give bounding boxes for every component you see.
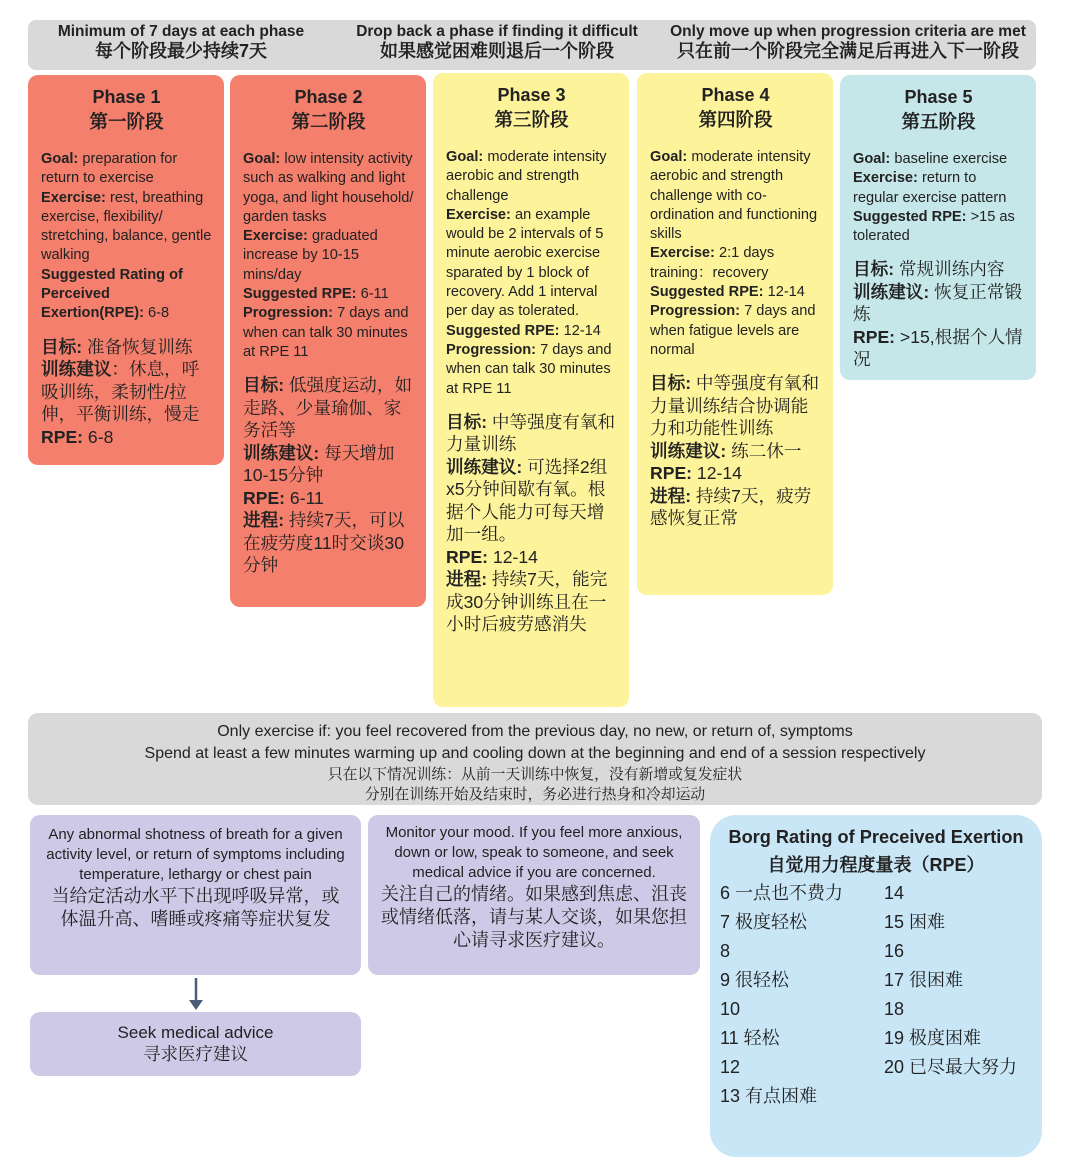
goal-text: baseline exercise [890, 151, 1008, 167]
seek-zh: 寻求医疗建议 [143, 1044, 248, 1064]
phase-zh-body [446, 411, 617, 636]
exercise-text-zh: 可选择2组x5分钟间歇有氧。根据个人能力可每天增加一组。 [446, 456, 608, 545]
phase-en-body [41, 150, 212, 324]
exercise-label: Exercise: [650, 245, 715, 262]
exercise-label-zh: 训练建议: [243, 442, 320, 463]
arrow-down-icon [184, 976, 208, 1012]
progression-text-zh: 持续7天，可以在疲劳度11时交谈30分钟 [243, 510, 405, 576]
rpe-label: Suggested RPE: [853, 208, 967, 225]
exercise-text-zh: 恢复正常锻炼 [853, 281, 1023, 325]
progression-text: 7 days and when can talk 30 minutes at RPE 11 [243, 305, 409, 360]
progression-label-zh: 进程: [243, 510, 285, 531]
goal-label-zh: 目标: [243, 375, 285, 396]
seek-medical-advice-box [30, 1012, 361, 1076]
rpe-text-zh: 6-11 [285, 487, 324, 508]
borg-scale-item: 8 [720, 941, 731, 961]
exercise-text-zh: 每天增加10-15分钟 [243, 442, 395, 486]
progression-label-zh: 进程: [650, 485, 692, 506]
exercise-text: graduated increase by 10-15 mins/day [243, 228, 378, 283]
phase-title-en: Phase 5 [904, 87, 973, 107]
rpe-label-zh: RPE: [446, 546, 489, 567]
goal-text-zh: 中等强度有氧和力量训练结合协调能力和功能性训练 [650, 373, 820, 439]
phase-1-box [28, 75, 224, 465]
guideline-en: Minimum of 7 days at each phase [57, 23, 305, 40]
borg-scale-item: 15 困难 [884, 912, 946, 932]
exercise-label: Exercise: [243, 228, 308, 245]
borg-scale-item: 16 [884, 941, 905, 961]
borg-scale-item: 6 一点也不费力 [720, 883, 844, 903]
goal-text: moderate intensity aerobic and strength challenge with co-ordination and functioning skills [650, 149, 818, 243]
rpe-text-zh: 12-14 [488, 546, 538, 567]
goal-text-zh: 准备恢复训练 [82, 336, 193, 357]
phase-2-box [230, 75, 426, 607]
borg-title-zh: 自觉用力程度量表（RPE） [767, 855, 985, 875]
phase-zh-body [243, 374, 414, 577]
rpe-label-zh: RPE: [853, 326, 896, 347]
guideline-minimum-days [51, 23, 311, 62]
mood-monitor-box [368, 815, 700, 975]
phase-title-zh: 第三阶段 [494, 109, 569, 130]
exercise-text: rest, breathing exercise, flexibility/ stretching, balance, gentle walking [41, 189, 212, 264]
goal-text-zh: 中等强度有氧和力量训练 [446, 411, 616, 455]
condition-zh-line: 分别在训练开始及结束时，务必进行热身和冷却运动 [364, 787, 706, 803]
mood-zh: 关注自己的情绪。如果感到焦虑、沮丧或情绪低落，请与某人交谈，如果您担心请寻求医疗建议。 [381, 884, 687, 950]
exercise-label: Exercise: [41, 189, 106, 206]
exercise-text-zh: ：休息，呼吸训练，柔韧性/拉伸，平衡训练，慢走 [41, 359, 200, 425]
phase-title-en: Phase 3 [497, 85, 566, 105]
borg-scale-item: 10 [720, 999, 741, 1019]
phase-en-body [853, 150, 1024, 246]
phase-en-body [650, 148, 821, 360]
rpe-text: >15 as tolerated [853, 208, 1015, 245]
goal-text: preparation for return to exercise [41, 151, 178, 187]
borg-scale-item: 12 [720, 1057, 741, 1077]
rpe-label-zh: RPE: [41, 426, 84, 447]
rpe-label-zh: RPE: [243, 487, 286, 508]
exercise-label: Exercise: [446, 206, 511, 223]
goal-label: Goal: [243, 151, 281, 167]
rpe-text: 12-14 [559, 322, 601, 339]
phase-zh-body [853, 258, 1024, 371]
progression-text: 7 days and when fatigue levels are normal [650, 303, 816, 358]
rpe-label: Suggested RPE: [446, 322, 560, 339]
phase-title-zh: 第四阶段 [698, 109, 773, 130]
rpe-text: 6-8 [143, 305, 170, 322]
goal-label-zh: 目标: [853, 259, 895, 280]
phase-en-body [446, 148, 617, 399]
rpe-label: Suggested Rating of Perceived Exertion(RPE): [41, 266, 183, 322]
borg-scale-item: 13 有点困难 [720, 1086, 818, 1106]
phase-4-box [637, 73, 833, 595]
phase-title-en: Phase 1 [92, 87, 161, 107]
progression-label-zh: 进程: [446, 569, 488, 590]
goal-label-zh: 目标: [446, 411, 488, 432]
guideline-zh: 每个阶段最少持续7天 [94, 40, 267, 61]
mood-en: Monitor your mood. If you feel more anxious, down or low, speak to someone, and seek medical advice if you are concerned. [385, 824, 683, 881]
goal-label: Goal: [446, 149, 484, 165]
rpe-text-zh: 12-14 [692, 463, 742, 484]
symptoms-en: Any abnormal shotness of breath for a given activity level, or return of symptoms including temperature, lethargy or chest pain [46, 826, 345, 883]
goal-label: Goal: [853, 151, 891, 167]
exercise-text: return to regular exercise pattern [853, 170, 1007, 206]
progression-label: Progression: [243, 305, 334, 322]
condition-en-line: Only exercise if: you feel recovered from the previous day, no new, or return of, symptoms [217, 723, 853, 740]
symptoms-warning-box [30, 815, 361, 975]
borg-scale-item: 17 很困难 [884, 970, 964, 990]
phase-zh-body [41, 336, 212, 449]
guideline-move-up [662, 23, 1034, 62]
condition-zh-line: 只在以下情况训练：从前一天训练中恢复，没有新增或复发症状 [327, 767, 743, 783]
borg-scale-item: 18 [884, 999, 905, 1019]
guideline-en: Only move up when progression criteria are met [670, 23, 1026, 40]
exercise-text-zh: 练二休一 [726, 440, 802, 461]
phase-title-en: Phase 4 [701, 85, 770, 105]
guideline-en: Drop back a phase if finding it difficult [356, 23, 638, 40]
exercise-conditions-banner [28, 713, 1042, 805]
phase-zh-body [650, 372, 821, 530]
borg-scale-item: 20 已尽最大努力 [884, 1057, 1018, 1077]
phase-title-en: Phase 2 [294, 87, 363, 107]
rpe-label: Suggested RPE: [243, 286, 357, 303]
goal-label-zh: 目标: [650, 373, 692, 394]
borg-title-en: Borg Rating of Preceived Exertion [728, 827, 1024, 847]
seek-en: Seek medical advice [117, 1023, 274, 1042]
progression-text: 7 days and when can talk 30 minutes at RPE 11 [446, 341, 612, 397]
rpe-label-zh: RPE: [650, 463, 693, 484]
goal-text: moderate intensity aerobic and strength challenge [446, 149, 607, 204]
exercise-label-zh: 训练建议: [446, 456, 523, 477]
borg-scale-item: 19 极度困难 [884, 1028, 982, 1048]
progression-text-zh: 持续7天，能完成30分钟训练且在一小时后疲劳感消失 [446, 569, 608, 635]
phase-5-box [840, 75, 1036, 380]
goal-label-zh: 目标: [41, 336, 83, 357]
exercise-label: Exercise: [853, 170, 918, 187]
borg-scale-item: 9 很轻松 [720, 970, 790, 990]
goal-text: low intensity activity such as walking and light yoga, and light household/ garden tasks [243, 151, 414, 225]
goal-label: Goal: [41, 151, 79, 167]
phase-en-body [243, 150, 414, 362]
exercise-text: an example would be 2 intervals of 5 minute aerobic exercise sparated by 1 block of recovery. Add 1 interval per day as tolerated. [446, 206, 604, 320]
goal-text-zh: 常规训练内容 [894, 259, 1005, 280]
progression-text-zh: 持续7天，疲劳感恢复正常 [650, 485, 812, 529]
top-guidelines-banner [28, 20, 1036, 70]
phase-3-box [433, 73, 629, 707]
phase-title-zh: 第一阶段 [89, 111, 164, 132]
phase-title-zh: 第二阶段 [291, 111, 366, 132]
rpe-text: 12-14 [763, 284, 805, 301]
goal-label: Goal: [650, 149, 688, 165]
goal-text-zh: 低强度运动，如走路、少量瑜伽、家务活等 [243, 375, 413, 441]
exercise-text: 2:1 days training：recovery [650, 245, 775, 281]
rpe-label: Suggested RPE: [650, 284, 764, 301]
exercise-label-zh: 训练建议 [41, 359, 112, 380]
borg-rpe-scale [710, 815, 1042, 1157]
exercise-label-zh: 训练建议: [853, 281, 930, 302]
rpe-text: 6-11 [356, 286, 389, 303]
rpe-text-zh: >15,根据个人情况 [853, 326, 1023, 370]
condition-en-line: Spend at least a few minutes warming up and cooling down at the beginning and end of a session respectively [144, 745, 926, 762]
progression-label: Progression: [446, 341, 537, 358]
phase-title-zh: 第五阶段 [901, 111, 976, 132]
borg-scale-item: 14 [884, 883, 905, 903]
guideline-zh: 如果感觉困难则退后一个阶段 [380, 40, 614, 61]
exercise-label-zh: 训练建议: [650, 440, 727, 461]
borg-scale-item: 7 极度轻松 [720, 912, 808, 932]
progression-label: Progression: [650, 303, 741, 320]
guideline-drop-back [348, 23, 646, 62]
symptoms-zh: 当给定活动水平下出现呼吸异常，或体温升高、嗜睡或疼痛等症状复发 [51, 886, 340, 929]
borg-scale-item: 11 轻松 [720, 1028, 780, 1048]
guideline-zh: 只在前一个阶段完全满足后再进入下一阶段 [677, 40, 1019, 61]
rpe-text-zh: 6-8 [83, 426, 114, 447]
